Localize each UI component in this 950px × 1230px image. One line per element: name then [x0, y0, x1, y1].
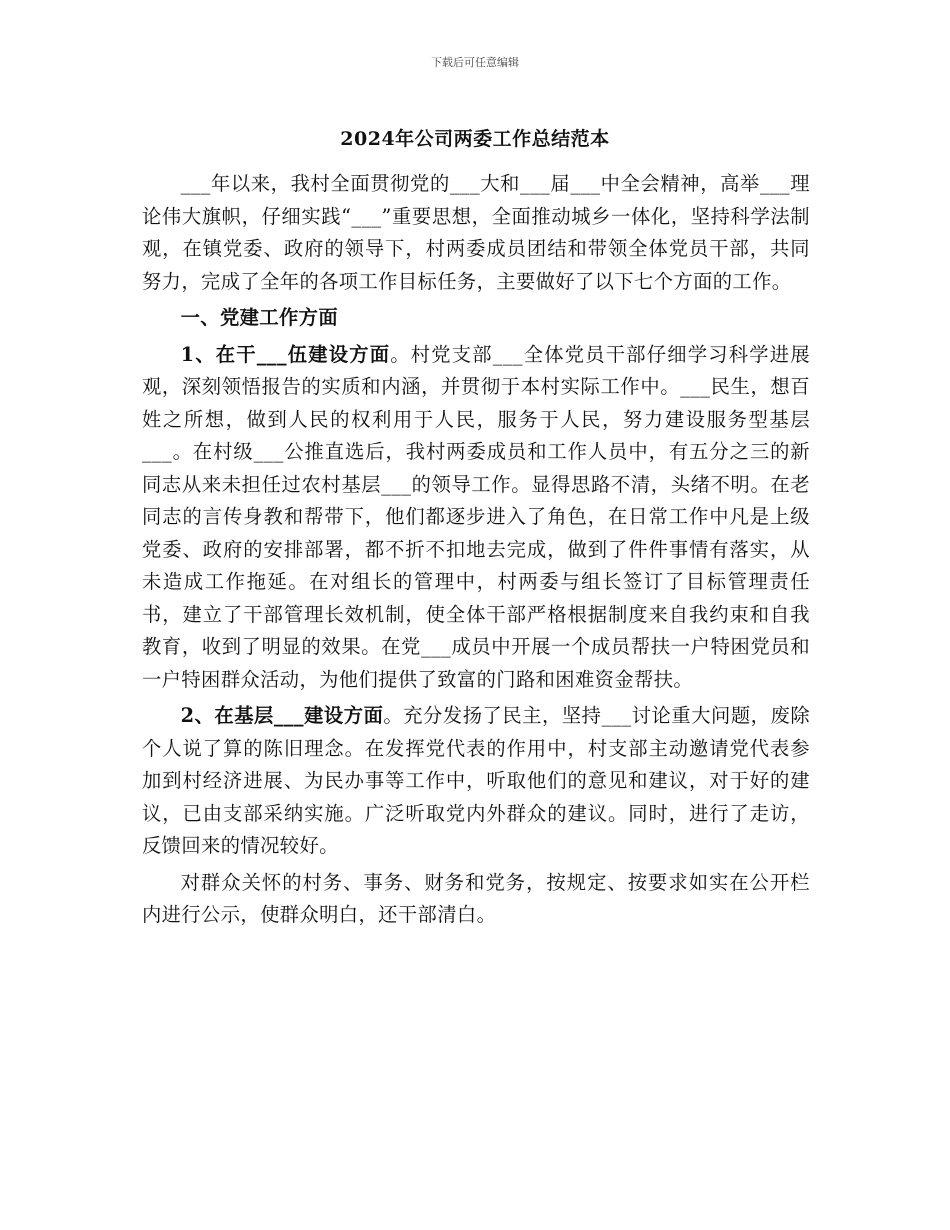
item-1-paragraph [142, 339, 810, 697]
item-2-heading: 2、在基层___建设方面 [180, 704, 384, 727]
item-2-text: 。充分发扬了民主，坚持___讨论重大问题，废除个人说了算的陈旧理念。在发挥党代表的作用中，村支部主动邀请党代表参加到村经济进展、为民办事等工作中，听取他们的意见和建议，对于好的建议，已由支部采纳实施。广泛听取党内外群众的建议。同时，进行了走访，反馈回来的情况较好。 [142, 704, 810, 857]
document-title: 2024年公司两委工作总结范本 [340, 128, 610, 150]
item-1-text: 。村党支部___全体党员干部仔细学习科学进展观，深刻领悟报告的实质和内涵，并贯彻于本村实际工作中。___民生，想百姓之所想，做到人民的权利用于人民，服务于人民，努力建设服务型基层___。在村级___公推直选后，我村两委成员和工作人员中，有五分之三的新同志从来未担任过农村基层___的领导工作。显得思路不清，头绪不明。在老同志的言传身教和帮带下，他们都逐步进入了角色，在日常工作中凡是上级党委、政府的安排部署，都不折不扣地去完成，做到了件件事情有落实，从未造成工作拖延。在对组长的管理中，村两委与组长签订了目标管理责任书，建立了干部管理长效机制，使全体干部严格根据制度来自我约束和自我教育，收到了明显的效果。在党___成员中开展一个成员帮扶一户特困党员和一户特困群众活动，为他们提供了致富的门路和困难资金帮扶。 [142, 342, 810, 691]
section-heading-party-building: 一、党建工作方面 [180, 306, 339, 329]
item-1-heading: 1、在干___伍建设方面 [180, 342, 391, 366]
intro-paragraph: ___年以来，我村全面贯彻党的___大和___届___中全会精神，高举___理论伟大旗帜，仔细实践“___”重要思想，全面推动城乡一体化，坚持科学法制观，在镇党委、政府的领导下，村两委成员团结和带领全体党员干部，共同努力，完成了全年的各项工作目标任务，主要做好了以下七个方面的工作。 [142, 172, 810, 293]
header-note: 下载后可任意编辑 [431, 56, 519, 69]
document-body [142, 168, 810, 936]
item-2-paragraph [142, 700, 810, 863]
closing-paragraph: 对群众关怀的村务、事务、财务和党务，按规定、按要求如实在公开栏内进行公示，使群众明白，还干部清白。 [142, 870, 810, 926]
